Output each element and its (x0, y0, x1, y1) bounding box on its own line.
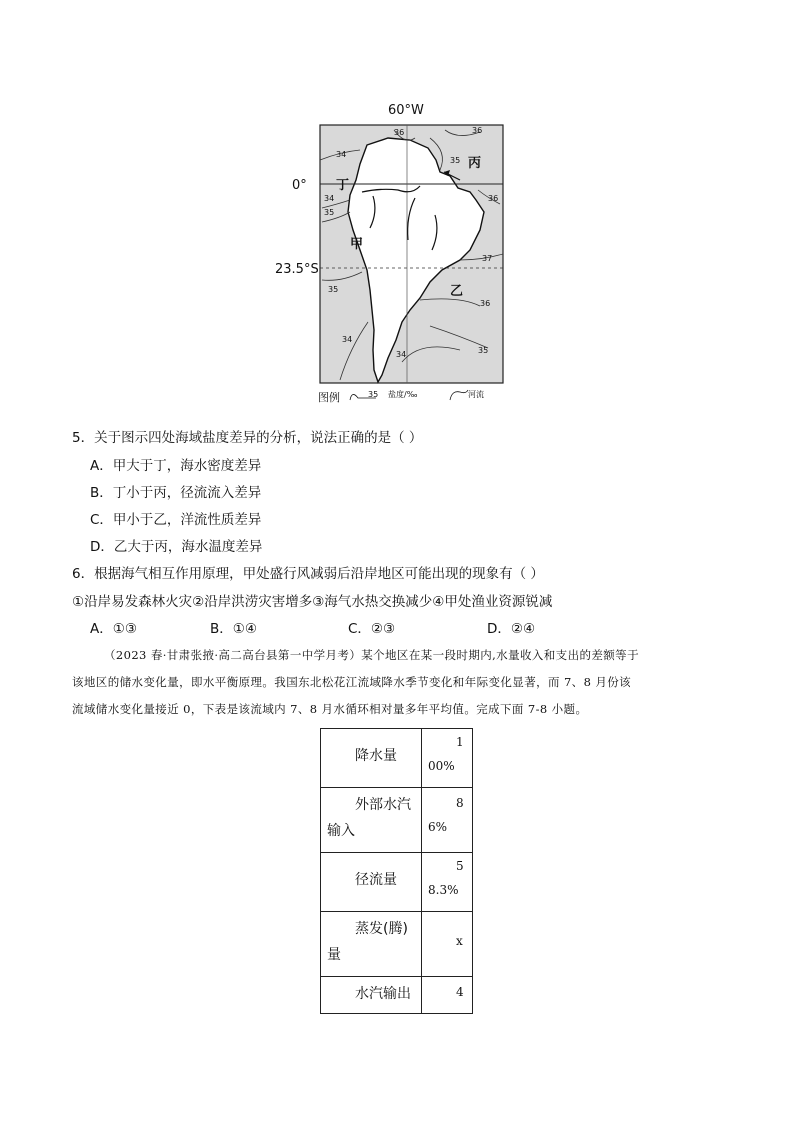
isoline-label: 34 (324, 194, 335, 203)
equator-label: 0° (292, 178, 307, 193)
q6-option-a: A．①③ (90, 621, 137, 637)
q6-option-b: B．①④ (210, 621, 257, 637)
isoline-label: 34 (342, 335, 353, 344)
point-yi: 乙 (450, 284, 464, 299)
point-jia: 甲 (350, 237, 364, 252)
table-cell-value: 4 (422, 977, 473, 1014)
point-ding: 丁 (336, 178, 350, 193)
table-row (321, 912, 473, 977)
isoline-label: 36 (394, 128, 405, 137)
isoline-label: 37 (482, 254, 493, 263)
water-cycle-table (320, 728, 473, 1014)
isoline-label: 36 (472, 126, 483, 135)
tropic-label: 23.5°S (275, 262, 319, 277)
isoline-label: 35 (450, 156, 461, 165)
isoline-label: 36 (480, 299, 491, 308)
isoline-label: 36 (488, 194, 499, 203)
table-cell-label: 外部水汽 输入 (321, 788, 422, 853)
isoline-label: 35 (328, 285, 339, 294)
isoline-label: 35 (324, 208, 335, 217)
q5-option-c: C．甲小于乙，洋流性质差异 (90, 512, 262, 528)
table-cell-value: 1 00% (422, 729, 473, 788)
q6-option-c: C．②③ (348, 621, 396, 637)
salinity-map (270, 100, 530, 405)
table-row (321, 729, 473, 788)
isoline-label: 34 (336, 150, 347, 159)
table-row (321, 977, 473, 1014)
legend-iso-text: 盐度/‰ (388, 390, 418, 399)
table-row (321, 853, 473, 912)
isoline-label: 35 (478, 346, 489, 355)
passage-line-2: 该地区的储水变化量，即水平衡原理。我国东北松花江流域降水季节变化和年际变化显著，而 7、8 月份该 (72, 675, 632, 689)
question-6-statements: ①沿岸易发森林火灾②沿岸洪涝灾害增多③海气水热交换减少④甲处渔业资源锐减 (72, 594, 553, 610)
q6-option-d: D．②④ (487, 621, 536, 637)
passage-line-3: 流域储水变化量接近 0，下表是该流域内 7、8 月水循环相对量多年平均值。完成下面 7-8 小题。 (72, 702, 588, 716)
table-cell-label: 水汽输出 (321, 977, 422, 1014)
question-5-stem: 5．关于图示四处海域盐度差异的分析，说法正确的是（ ） (72, 430, 423, 446)
isoline-label: 34 (396, 350, 407, 359)
table-row (321, 788, 473, 853)
table-cell-label: 径流量 (321, 853, 422, 912)
legend-title: 图例 (318, 391, 340, 404)
salinity-map-figure (270, 100, 530, 405)
table-cell-label: 降水量 (321, 729, 422, 788)
legend-river-icon (448, 388, 470, 402)
q5-option-d: D．乙大于丙，海水温度差异 (90, 539, 263, 555)
table-cell-label: 蒸发(腾) 量 (321, 912, 422, 977)
legend-river-text: 河流 (468, 390, 484, 399)
table-cell-value: 8 6% (422, 788, 473, 853)
q5-option-a: A．甲大于丁，海水密度差异 (90, 458, 262, 474)
passage-line-1: （2023 春·甘肃张掖·高二高台县第一中学月考）某个地区在某一段时期内,水量收入和支出的差额等于 (104, 648, 639, 662)
table-cell-value: x (422, 912, 473, 977)
table-cell-value: 5 8.3% (422, 853, 473, 912)
point-bing: 丙 (468, 156, 482, 171)
meridian-label: 60°W (388, 103, 424, 118)
question-6-stem: 6．根据海气相互作用原理，甲处盛行风减弱后沿岸地区可能出现的现象有（ ） (72, 566, 544, 582)
q5-option-b: B．丁小于丙，径流流入差异 (90, 485, 262, 501)
legend-iso-value: 35 (368, 390, 379, 399)
